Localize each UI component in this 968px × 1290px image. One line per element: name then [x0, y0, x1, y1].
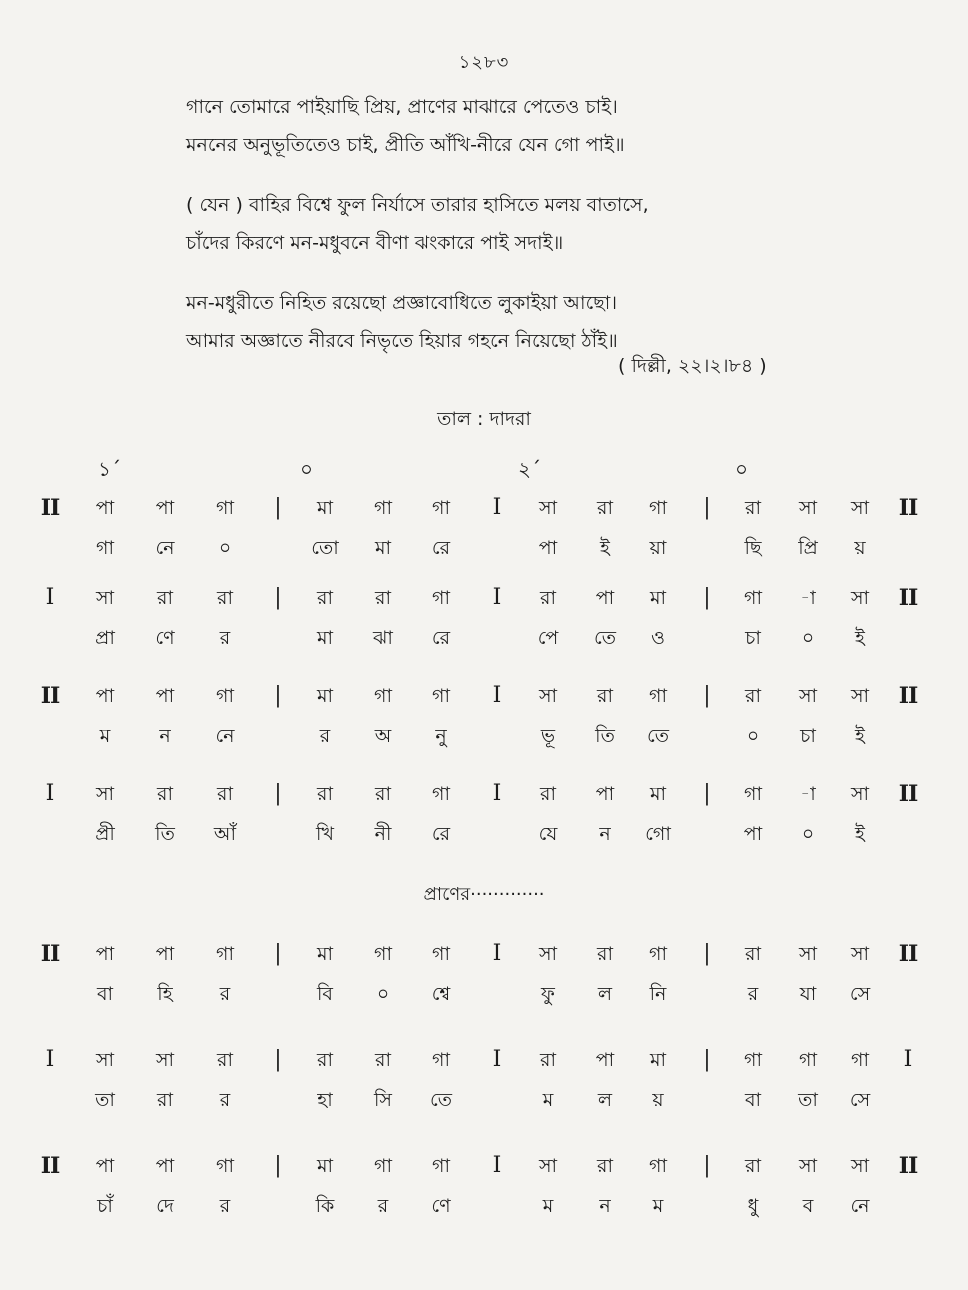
swara: গা [432, 1155, 450, 1177]
syllable: নি [649, 983, 667, 1005]
beat-mark: ২´ [518, 457, 542, 481]
swara: পা [155, 943, 175, 965]
swara: রা [217, 783, 233, 805]
syllable: র [219, 627, 231, 649]
interlude-marker: প্রাণের············· [423, 884, 545, 905]
beat-separator: | [274, 1153, 282, 1178]
syllable: মা [316, 627, 334, 649]
syllable-row [0, 528, 968, 568]
swara-row [0, 934, 968, 974]
syllable: ল [597, 983, 613, 1005]
swara: পা [595, 1049, 615, 1071]
swara: গা [432, 1049, 450, 1071]
syllable: ছি [744, 537, 762, 559]
swara: মা [649, 783, 667, 805]
lyric-stanza [186, 186, 786, 262]
syllable: ণে [155, 627, 175, 649]
syllable: তি [155, 823, 175, 845]
syllable: র [219, 1195, 231, 1217]
bar-separator: I [492, 781, 502, 806]
swara: সা [850, 1155, 870, 1177]
swara: রা [540, 783, 556, 805]
syllable: সি [374, 1089, 392, 1111]
swara: সা [798, 1155, 818, 1177]
swara-row [0, 578, 968, 618]
syllable: পে [537, 627, 559, 649]
swara: গা [216, 685, 234, 707]
lyric-stanza [186, 88, 786, 164]
beat-marks [0, 455, 968, 485]
swara: গা [744, 1049, 762, 1071]
swara: গা [432, 587, 450, 609]
swara-row [0, 1040, 968, 1080]
syllable: অ [374, 725, 392, 747]
swara: রা [375, 1049, 391, 1071]
bar-marker-start: II [40, 683, 60, 709]
swara: গা [744, 783, 762, 805]
notation-block [0, 934, 968, 1014]
swara: রা [540, 1049, 556, 1071]
swara: মা [316, 685, 334, 707]
swara: সা [538, 497, 558, 519]
swara: পা [95, 1155, 115, 1177]
swara: গা [216, 497, 234, 519]
swara: পা [595, 587, 615, 609]
swara: মা [316, 1155, 334, 1177]
syllable: র [319, 725, 331, 747]
bar-separator: I [492, 1153, 502, 1178]
bar-marker-start: I [45, 781, 55, 806]
bar-marker-start: II [40, 495, 60, 521]
swara: সা [538, 1155, 558, 1177]
swara: রা [375, 587, 391, 609]
bar-separator: I [492, 683, 502, 708]
syllable: য় [652, 1089, 664, 1111]
syllable-row [0, 1186, 968, 1226]
beat-separator: | [703, 1047, 711, 1072]
swara: গা [649, 497, 667, 519]
syllable: তো [311, 537, 339, 559]
syllable-row [0, 716, 968, 756]
bar-marker-end: II [898, 1153, 918, 1179]
swara: পা [95, 685, 115, 707]
swara: সা [850, 497, 870, 519]
lyric-line: মননের অনুভূতিতেও চাই, প্রীতি আঁখি-নীরে যেন গো পাই॥ [186, 134, 625, 156]
bar-marker-start: I [45, 585, 55, 610]
syllable: হি [157, 983, 173, 1005]
swara: সা [798, 685, 818, 707]
syllable: ই [600, 537, 610, 559]
swara: রা [597, 1155, 613, 1177]
swara: সা [850, 943, 870, 965]
swara: গা [432, 783, 450, 805]
swara: সা [850, 587, 870, 609]
beat-mark: ১´ [98, 457, 121, 481]
swara: রা [745, 1155, 761, 1177]
swara: মা [649, 1049, 667, 1071]
syllable: যা [799, 983, 817, 1005]
syllable: ই [855, 725, 865, 747]
syllable: ফু [541, 983, 555, 1005]
syllable: নে [850, 1195, 870, 1217]
swara-row [0, 676, 968, 716]
syllable: বা [744, 1089, 762, 1111]
beat-separator: | [274, 941, 282, 966]
beat-separator: | [274, 683, 282, 708]
syllable: নে [155, 537, 175, 559]
swara: রা [317, 1049, 333, 1071]
syllable: ঝা [373, 627, 393, 649]
swara: মা [316, 497, 334, 519]
beat-separator: | [703, 781, 711, 806]
syllable: র [219, 1089, 231, 1111]
swara: পা [95, 943, 115, 965]
syllable: য় [854, 537, 866, 559]
swara: সা [538, 685, 558, 707]
swara: রা [157, 783, 173, 805]
swara: সা [850, 685, 870, 707]
syllable: চাঁ [97, 1195, 113, 1217]
syllable: ম [652, 1195, 664, 1217]
beat-separator: | [703, 941, 711, 966]
syllable: ও [651, 627, 665, 649]
syllable: ম [542, 1089, 554, 1111]
lyric-line: মন-মধুরীতে নিহিত রয়েছো প্রজ্ঞাবোধিতে লুকাইয়া আছো। [186, 292, 618, 314]
syllable: য়া [649, 537, 667, 559]
beat-separator: | [703, 495, 711, 520]
swara: গা [744, 587, 762, 609]
bar-marker-start: II [40, 1153, 60, 1179]
swara: সা [95, 587, 115, 609]
syllable: বা [96, 983, 114, 1005]
place-date: ( দিল্লী, ২২।২।৮৪ ) [618, 355, 767, 377]
syllable-row [0, 814, 968, 854]
swara: সা [155, 1049, 175, 1071]
bar-marker-end: II [898, 495, 918, 521]
syllable: তে [647, 725, 669, 747]
syllable: ০ [746, 725, 760, 747]
bar-separator: I [492, 495, 502, 520]
syllable: ল [597, 1089, 613, 1111]
beat-separator: | [274, 495, 282, 520]
beat-mark: ০ [300, 457, 314, 481]
notation-block [0, 488, 968, 568]
swara: রা [597, 943, 613, 965]
notation-block [0, 1040, 968, 1120]
swara: রা [745, 497, 761, 519]
syllable: র [219, 983, 231, 1005]
syllable: নে [215, 725, 235, 747]
swara: পা [155, 1155, 175, 1177]
beat-separator: | [703, 1153, 711, 1178]
bar-marker-start: I [45, 1047, 55, 1072]
lyric-stanza [186, 284, 786, 360]
swara: রা [375, 783, 391, 805]
syllable: দে [156, 1195, 174, 1217]
syllable: কি [315, 1195, 335, 1217]
syllable: ম [542, 1195, 554, 1217]
syllable: সে [849, 1089, 871, 1111]
syllable: ম [99, 725, 111, 747]
syllable: প্রি [798, 537, 818, 559]
swara: মা [649, 587, 667, 609]
bar-marker-end: II [898, 941, 918, 967]
syllable-row [0, 1080, 968, 1120]
beat-separator: | [274, 585, 282, 610]
swara: সা [798, 943, 818, 965]
swara: রা [540, 587, 556, 609]
swara: গা [432, 497, 450, 519]
swara: গা [649, 943, 667, 965]
syllable: ই [855, 823, 865, 845]
syllable: রা [157, 1089, 173, 1111]
syllable: নী [374, 823, 392, 845]
syllable: মা [374, 537, 392, 559]
tala-heading: তাল : দাদরা [437, 408, 531, 430]
swara: গা [374, 685, 392, 707]
syllable: ভূ [540, 725, 556, 747]
swara: রা [745, 943, 761, 965]
bar-marker-end: II [898, 585, 918, 611]
swara: রা [317, 587, 333, 609]
syllable: রে [431, 823, 451, 845]
syllable: ন [599, 823, 611, 845]
syllable: পা [538, 537, 558, 559]
syllable: তে [594, 627, 616, 649]
lyric-line: গানে তোমারে পাইয়াছি প্রিয়, প্রাণের মাঝারে পেতেও চাই। [186, 96, 618, 118]
lyric-line: চাঁদের কিরণে মন-মধুবনে বীণা ঝংকারে পাই সদাই॥ [186, 232, 564, 254]
notation-block [0, 676, 968, 756]
syllable-row [0, 974, 968, 1014]
lyric-line: আমার অজ্ঞাতে নীরবে নিভৃতে হিয়ার গহনে নিয়েছো ঠাঁই॥ [186, 330, 618, 352]
syllable: ন [599, 1195, 611, 1217]
bar-separator: I [492, 1047, 502, 1072]
swara: গা [851, 1049, 869, 1071]
beat-separator: | [274, 781, 282, 806]
swara: সা [95, 783, 115, 805]
syllable: গো [645, 823, 671, 845]
page-number: ১২৮৩ [458, 52, 510, 73]
syllable: চা [745, 627, 761, 649]
swara: পা [155, 685, 175, 707]
swara: রা [745, 685, 761, 707]
syllable: ব [802, 1195, 814, 1217]
syllable: রে [431, 627, 451, 649]
notation-block [0, 1146, 968, 1226]
beat-separator: | [274, 1047, 282, 1072]
lyrics [186, 88, 786, 382]
swara: গা [374, 497, 392, 519]
swara: মা [316, 943, 334, 965]
swara: সা [538, 943, 558, 965]
syllable: রে [431, 537, 451, 559]
syllable: প্রা [95, 627, 115, 649]
syllable: ০ [376, 983, 390, 1005]
notation-block [0, 774, 968, 854]
syllable: হা [317, 1089, 333, 1111]
swara-row [0, 488, 968, 528]
swara: রা [317, 783, 333, 805]
swara: পা [595, 783, 615, 805]
swara: গা [374, 943, 392, 965]
syllable: প্রী [95, 823, 115, 845]
swara: গা [649, 1155, 667, 1177]
swara: গা [216, 1155, 234, 1177]
syllable: যে [538, 823, 558, 845]
syllable: তে [430, 1089, 452, 1111]
swara-row [0, 774, 968, 814]
syllable: ধু [747, 1195, 759, 1217]
syllable: তি [595, 725, 615, 747]
syllable: ণে [431, 1195, 451, 1217]
syllable: ০ [218, 537, 232, 559]
syllable: নু [435, 725, 447, 747]
bar-marker-end: II [898, 683, 918, 709]
bar-marker-end: I [903, 1047, 913, 1072]
beat-separator: | [703, 683, 711, 708]
swara: সা [850, 783, 870, 805]
lyric-line: ( যেন ) বাহির বিশ্বে ফুল নির্যাসে তারার হাসিতে মলয় বাতাসে, [186, 194, 649, 216]
syllable: বি [316, 983, 333, 1005]
syllable-row [0, 618, 968, 658]
swara: রা [157, 587, 173, 609]
swara: -া [800, 783, 816, 805]
syllable: গা [96, 537, 114, 559]
bar-marker-start: II [40, 941, 60, 967]
swara: গা [374, 1155, 392, 1177]
swara: গা [432, 685, 450, 707]
syllable: সে [849, 983, 871, 1005]
syllable: পা [743, 823, 763, 845]
syllable: তা [798, 1089, 818, 1111]
swara: পা [95, 497, 115, 519]
syllable: খি [316, 823, 334, 845]
syllable: আঁ [213, 823, 237, 845]
syllable: ন [159, 725, 171, 747]
bar-marker-end: II [898, 781, 918, 807]
beat-separator: | [703, 585, 711, 610]
swara-row [0, 1146, 968, 1186]
syllable: র [377, 1195, 389, 1217]
swara: গা [799, 1049, 817, 1071]
syllable: চা [800, 725, 816, 747]
swara: রা [597, 497, 613, 519]
syllable: ০ [801, 627, 815, 649]
syllable: ই [855, 627, 865, 649]
beat-mark: ০ [735, 457, 749, 481]
syllable: ০ [801, 823, 815, 845]
swara: সা [95, 1049, 115, 1071]
bar-separator: I [492, 941, 502, 966]
notation-block [0, 578, 968, 658]
swara: রা [217, 1049, 233, 1071]
swara: রা [217, 587, 233, 609]
swara: গা [216, 943, 234, 965]
swara: সা [798, 497, 818, 519]
syllable: তা [95, 1089, 115, 1111]
swara: -া [800, 587, 816, 609]
swara: গা [649, 685, 667, 707]
swara: পা [155, 497, 175, 519]
swara: রা [597, 685, 613, 707]
syllable: শ্বে [431, 983, 451, 1005]
syllable: র [747, 983, 759, 1005]
bar-separator: I [492, 585, 502, 610]
swara: গা [432, 943, 450, 965]
